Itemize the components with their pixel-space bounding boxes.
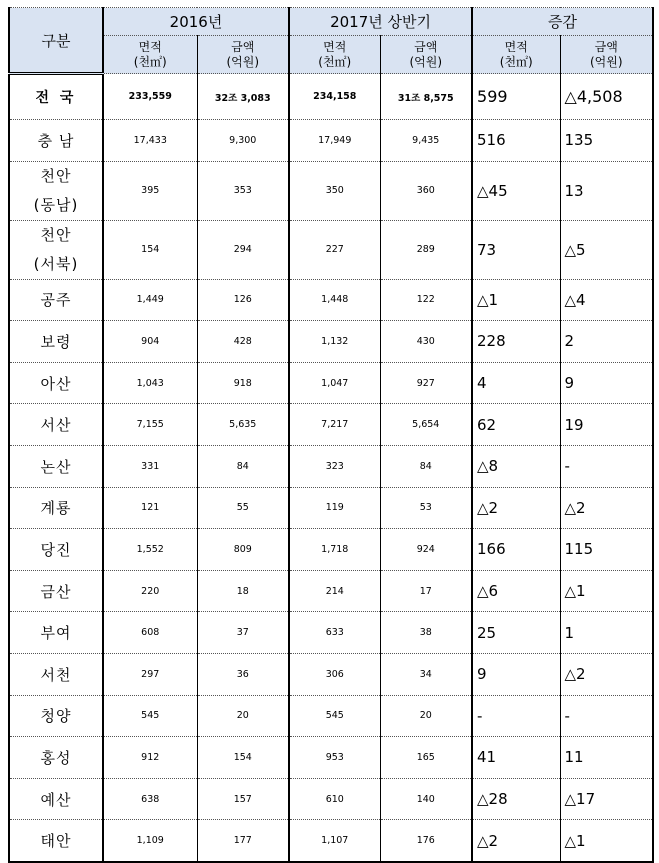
table-row — [9, 487, 653, 529]
area-2016: 331 — [103, 445, 197, 487]
amount-change: 9 — [560, 362, 653, 404]
amount-change: △17 — [560, 778, 653, 820]
table-row — [9, 737, 653, 779]
amount-2016: 20 — [197, 695, 289, 737]
table-row — [9, 570, 653, 612]
area-2016: 395 — [103, 161, 197, 220]
table-row — [9, 120, 653, 162]
amount-2016: 37 — [197, 612, 289, 654]
area-change: 25 — [472, 612, 560, 654]
area-change: 62 — [472, 404, 560, 446]
area-change: △2 — [472, 820, 560, 862]
amount-2017: 140 — [380, 778, 472, 820]
area-2016: 154 — [103, 220, 197, 279]
area-2017: 545 — [289, 695, 380, 737]
amount-2017: 122 — [380, 279, 472, 321]
area-2017: 610 — [289, 778, 380, 820]
header-2017-h1: 2017년 상반기 — [289, 8, 472, 36]
area-2017: 1,132 — [289, 321, 380, 363]
region-name: 당진 — [9, 529, 103, 571]
region-name: 전 국 — [9, 74, 103, 120]
area-change: 9 — [472, 653, 560, 695]
header-gubun: 구분 — [9, 8, 103, 74]
area-2017: 119 — [289, 487, 380, 529]
amount-2017: 20 — [380, 695, 472, 737]
amount-change: - — [560, 695, 653, 737]
amount-2017: 430 — [380, 321, 472, 363]
area-2016: 17,433 — [103, 120, 197, 162]
table-row — [9, 445, 653, 487]
area-2017: 953 — [289, 737, 380, 779]
header-amount-2017: 금액 (억원) — [380, 36, 472, 74]
amount-change: 13 — [560, 161, 653, 220]
area-2017: 1,047 — [289, 362, 380, 404]
table-row — [9, 653, 653, 695]
header-row-top — [9, 8, 653, 36]
amount-2016: 126 — [197, 279, 289, 321]
amount-2016: 177 — [197, 820, 289, 862]
amount-2016: 9,300 — [197, 120, 289, 162]
table-row — [9, 529, 653, 571]
region-name: 천안 (서북) — [9, 220, 103, 279]
area-change: 516 — [472, 120, 560, 162]
amount-2017: 34 — [380, 653, 472, 695]
amount-2016: 84 — [197, 445, 289, 487]
area-2016: 1,449 — [103, 279, 197, 321]
region-name: 천안 (동남) — [9, 161, 103, 220]
area-change: 73 — [472, 220, 560, 279]
area-2017: 214 — [289, 570, 380, 612]
area-2016: 121 — [103, 487, 197, 529]
header-2016: 2016년 — [103, 8, 289, 36]
area-2016: 904 — [103, 321, 197, 363]
header-area-2016: 면적 (천㎡) — [103, 36, 197, 74]
land-price-table — [8, 7, 654, 863]
amount-2016: 428 — [197, 321, 289, 363]
amount-2017: 176 — [380, 820, 472, 862]
amount-change: 115 — [560, 529, 653, 571]
area-2017: 7,217 — [289, 404, 380, 446]
amount-2016: 36 — [197, 653, 289, 695]
amount-2016: 18 — [197, 570, 289, 612]
area-2016: 1,043 — [103, 362, 197, 404]
area-2017: 1,718 — [289, 529, 380, 571]
area-change: △2 — [472, 487, 560, 529]
area-2017: 306 — [289, 653, 380, 695]
amount-2016: 353 — [197, 161, 289, 220]
amount-2017: 924 — [380, 529, 472, 571]
area-2016: 7,155 — [103, 404, 197, 446]
amount-2017: 9,435 — [380, 120, 472, 162]
area-change: 228 — [472, 321, 560, 363]
amount-2016: 5,635 — [197, 404, 289, 446]
amount-2017: 165 — [380, 737, 472, 779]
area-change: △28 — [472, 778, 560, 820]
area-2016: 608 — [103, 612, 197, 654]
region-name: 부여 — [9, 612, 103, 654]
region-name: 청양 — [9, 695, 103, 737]
table-row — [9, 161, 653, 220]
amount-2017: 289 — [380, 220, 472, 279]
amount-2017: 84 — [380, 445, 472, 487]
amount-change: 11 — [560, 737, 653, 779]
amount-change: - — [560, 445, 653, 487]
area-2016: 233,559 — [103, 74, 197, 120]
region-name: 서천 — [9, 653, 103, 695]
region-name: 금산 — [9, 570, 103, 612]
amount-2016: 55 — [197, 487, 289, 529]
amount-change: 2 — [560, 321, 653, 363]
amount-change: 19 — [560, 404, 653, 446]
amount-2017: 927 — [380, 362, 472, 404]
area-2016: 297 — [103, 653, 197, 695]
amount-2016: 294 — [197, 220, 289, 279]
amount-2017: 53 — [380, 487, 472, 529]
amount-2016: 157 — [197, 778, 289, 820]
amount-change: △2 — [560, 653, 653, 695]
area-2016: 1,109 — [103, 820, 197, 862]
amount-change: 1 — [560, 612, 653, 654]
amount-2016: 809 — [197, 529, 289, 571]
table-row — [9, 404, 653, 446]
amount-2017: 5,654 — [380, 404, 472, 446]
table-row — [9, 74, 653, 120]
area-2016: 912 — [103, 737, 197, 779]
amount-2016: 918 — [197, 362, 289, 404]
region-name: 아산 — [9, 362, 103, 404]
region-name: 보령 — [9, 321, 103, 363]
header-amount-2016: 금액 (억원) — [197, 36, 289, 74]
area-change: 41 — [472, 737, 560, 779]
area-2017: 323 — [289, 445, 380, 487]
area-change: △6 — [472, 570, 560, 612]
amount-change: △1 — [560, 820, 653, 862]
area-2016: 545 — [103, 695, 197, 737]
area-change: 599 — [472, 74, 560, 120]
amount-change: 135 — [560, 120, 653, 162]
amount-change: △4,508 — [560, 74, 653, 120]
amount-2017: 17 — [380, 570, 472, 612]
amount-change: △5 — [560, 220, 653, 279]
area-change: △45 — [472, 161, 560, 220]
header-area-change: 면적 (천㎡) — [472, 36, 560, 74]
area-change: - — [472, 695, 560, 737]
region-name: 서산 — [9, 404, 103, 446]
header-row-sub — [9, 36, 653, 74]
amount-2017: 38 — [380, 612, 472, 654]
amount-2016: 154 — [197, 737, 289, 779]
region-name: 계룡 — [9, 487, 103, 529]
header-change: 증감 — [472, 8, 653, 36]
area-2016: 638 — [103, 778, 197, 820]
table-row — [9, 778, 653, 820]
table-row — [9, 820, 653, 862]
area-2017: 1,448 — [289, 279, 380, 321]
area-change: △8 — [472, 445, 560, 487]
region-name: 홍성 — [9, 737, 103, 779]
table-row — [9, 220, 653, 279]
area-2016: 1,552 — [103, 529, 197, 571]
region-name: 충 남 — [9, 120, 103, 162]
region-name: 태안 — [9, 820, 103, 862]
region-name: 논산 — [9, 445, 103, 487]
region-name: 공주 — [9, 279, 103, 321]
table-row — [9, 695, 653, 737]
table-row — [9, 612, 653, 654]
amount-change: △2 — [560, 487, 653, 529]
area-change: 4 — [472, 362, 560, 404]
area-2017: 234,158 — [289, 74, 380, 120]
region-name: 예산 — [9, 778, 103, 820]
header-amount-change: 금액 (억원) — [560, 36, 653, 74]
header-area-2017: 면적 (천㎡) — [289, 36, 380, 74]
amount-change: △4 — [560, 279, 653, 321]
amount-2017: 31조 8,575 — [380, 74, 472, 120]
area-change: 166 — [472, 529, 560, 571]
amount-2016: 32조 3,083 — [197, 74, 289, 120]
area-2017: 1,107 — [289, 820, 380, 862]
area-2017: 17,949 — [289, 120, 380, 162]
area-change: △1 — [472, 279, 560, 321]
area-2017: 227 — [289, 220, 380, 279]
amount-2017: 360 — [380, 161, 472, 220]
area-2016: 220 — [103, 570, 197, 612]
area-2017: 633 — [289, 612, 380, 654]
amount-change: △1 — [560, 570, 653, 612]
area-2017: 350 — [289, 161, 380, 220]
table-row — [9, 279, 653, 321]
table-row — [9, 321, 653, 363]
table-row — [9, 362, 653, 404]
